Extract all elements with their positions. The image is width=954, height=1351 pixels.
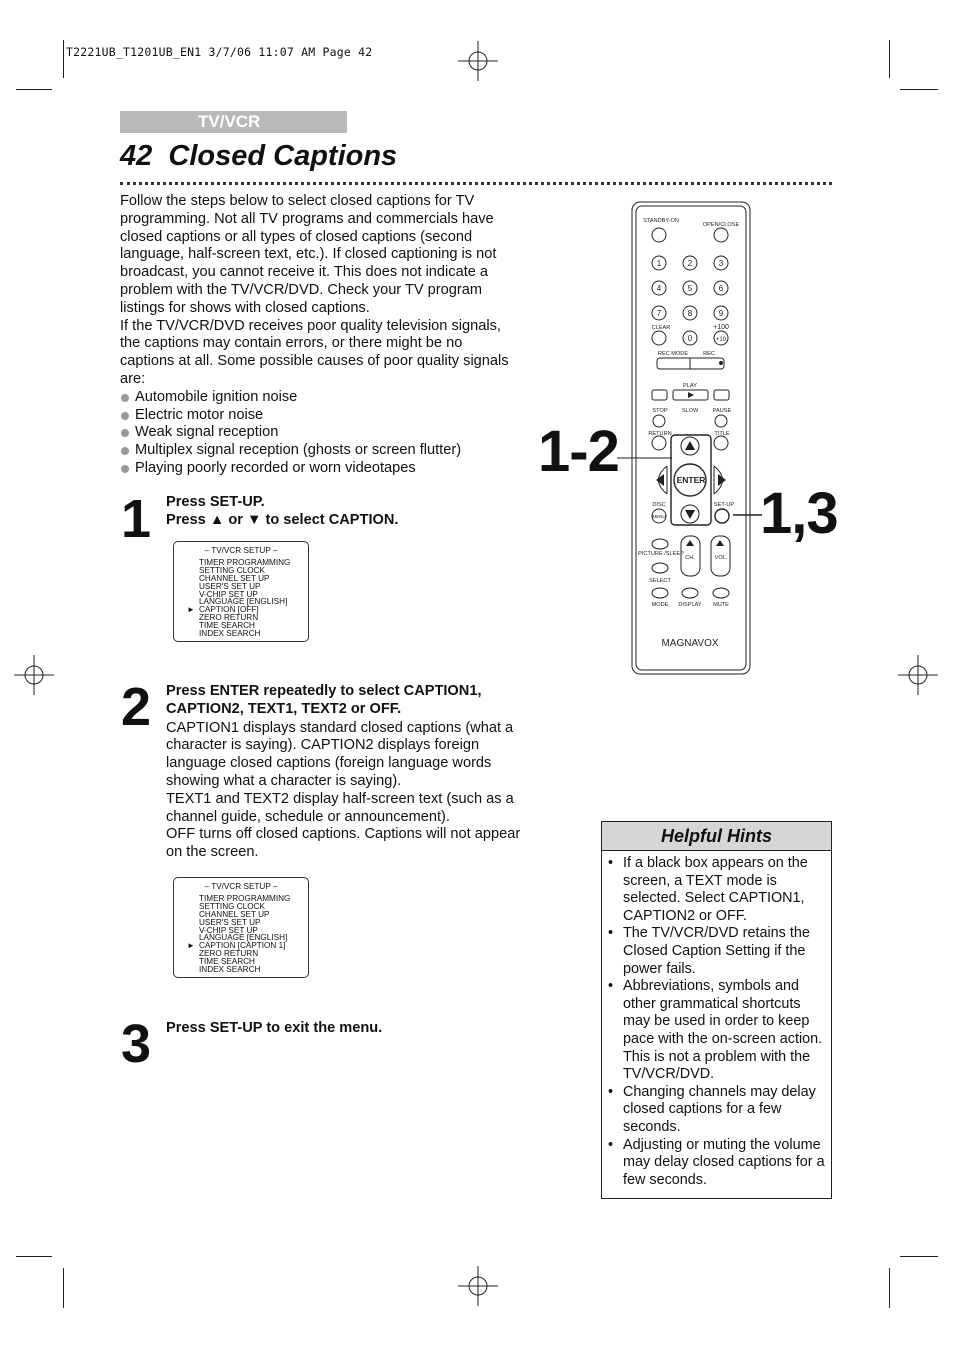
remote-label: RETURN: [648, 431, 672, 437]
page-number: 42: [120, 140, 153, 172]
mode-button: [652, 588, 668, 598]
setup-menu-screen: [173, 541, 309, 642]
step-number: 2: [121, 677, 152, 737]
registration-mark-icon: [14, 655, 54, 695]
step-number: 1: [121, 489, 152, 549]
remote-label: 7: [656, 309, 662, 318]
skip-forward-button: [714, 390, 729, 400]
ch-up-icon: [686, 540, 694, 546]
hint-item: • Changing channels may delay closed captions for a few seconds.: [623, 1084, 825, 1137]
step-instruction: [166, 494, 516, 530]
step-line: Press SET-UP.: [166, 494, 265, 510]
print-header: T2221UB_T1201UB_EN1 3/7/06 11:07 AM Page 42: [66, 45, 373, 59]
crop-mark: [16, 1256, 52, 1257]
remote-body-inner: [636, 206, 746, 670]
crop-mark: [16, 89, 52, 90]
menu-item: ZERO RETURN: [199, 613, 259, 623]
remote-label: 0: [687, 334, 693, 343]
step-paragraph: OFF turns off closed captions. Captions will not appear on the screen.: [166, 826, 521, 861]
pause-button: [715, 415, 727, 427]
up-arrow-icon: [685, 441, 695, 450]
skip-back-button: [652, 390, 667, 400]
power-button-icon: [652, 228, 666, 242]
menu-item: V-CHIP SET UP: [199, 589, 258, 599]
menu-item: V-CHIP SET UP: [199, 925, 258, 935]
page-title-text: Closed Captions: [168, 140, 398, 172]
menu-item: LANGUAGE [ENGLISH]: [199, 933, 288, 943]
list-item: Electric motor noise: [120, 407, 512, 425]
return-button: [652, 436, 666, 450]
remote-label: MENU: [652, 514, 666, 519]
remote-label: 3: [718, 259, 724, 268]
menu-item: LANGUAGE [ENGLISH]: [199, 597, 288, 607]
intro-paragraph: Follow the steps below to select closed captions for TV programming. Not all TV programs and commercials have closed captions or all types of closed captions (second language, half-screen text, etc.). If closed captioning is not broadcast, you cannot receive it. This does not indicate a problem with the TV/VCR/DVD. Check your TV program listings for shows with closed captions.: [120, 193, 497, 316]
list-item: Multiplex signal reception (ghosts or screen flutter): [120, 442, 512, 460]
step-paragraph: CAPTION1 displays standard closed captions (what a character is saying). CAPTION2 displays foreign language closed captions (foreign language words showing what a character is saying).: [166, 719, 514, 789]
clear-button: [652, 331, 666, 345]
intro-text: [120, 193, 512, 478]
menu-item: TIME SEARCH: [199, 621, 255, 631]
remote-label: TITLE: [714, 431, 730, 437]
left-arrow-icon: [656, 474, 664, 486]
remote-label: 1: [656, 259, 662, 268]
select-button: [652, 563, 668, 573]
menu-item: USER'S SET UP: [199, 581, 261, 591]
remote-label: 9: [718, 309, 724, 318]
display-button: [682, 588, 698, 598]
menu-item: ZERO RETURN: [199, 949, 259, 959]
menu-item-selected: ► CAPTION [OFF]: [199, 606, 308, 614]
list-item: Weak signal reception: [120, 424, 512, 442]
remote-label: 4: [656, 284, 662, 293]
remote-label: PICTURE /SLEEP: [638, 551, 684, 557]
menu-item: SETTING CLOCK: [199, 901, 265, 911]
remote-label: DISPLAY: [678, 602, 702, 608]
remote-label: SET-UP: [713, 502, 735, 508]
callout-label: 1-2: [538, 419, 619, 484]
crop-mark: [63, 1268, 64, 1308]
menu-item: INDEX SEARCH: [199, 965, 261, 975]
remote-label: VOL.: [714, 555, 728, 561]
page-title: [120, 140, 397, 173]
crop-mark: [63, 40, 64, 78]
remote-label: PAUSE: [712, 408, 732, 414]
play-icon: [688, 392, 694, 398]
eject-button-icon: [714, 228, 728, 242]
remote-label: REC: [703, 351, 715, 357]
step-line: Press ▲ or ▼ to select CAPTION.: [166, 511, 399, 528]
remote-label: 8: [687, 309, 693, 318]
remote-label: STANDBY-ON: [643, 218, 679, 224]
step-heading: Press ENTER repeatedly to select CAPTION1, CAPTION2, TEXT1, TEXT2 or OFF.: [166, 683, 482, 717]
menu-title: – TV/VCR SETUP –: [204, 546, 278, 555]
remote-label: MUTE: [713, 602, 729, 608]
mute-button: [713, 588, 729, 598]
crop-mark: [889, 1268, 890, 1308]
title-divider: [120, 182, 832, 185]
setup-button: [715, 509, 729, 523]
menu-item: TIMER PROGRAMMING: [199, 557, 291, 567]
registration-mark-icon: [898, 655, 938, 695]
callout-label: 1,3: [760, 481, 838, 546]
remote-label: CLEAR: [651, 325, 671, 331]
menu-item: TIME SEARCH: [199, 957, 255, 967]
menu-item: CHANNEL SET UP: [199, 573, 270, 583]
step-instruction: Press SET-UP to exit the menu.: [166, 1020, 383, 1036]
menu-item: USER'S SET UP: [199, 917, 261, 927]
crop-mark: [900, 1256, 938, 1257]
intro-paragraph: If the TV/VCR/DVD receives poor quality television signals, the captions may contain errors, or there might be no captions at all. Some possible causes of poor quality signals are:: [120, 317, 509, 387]
crop-mark: [900, 89, 938, 90]
down-arrow-icon: [685, 510, 695, 519]
remote-label: ENTER: [676, 475, 706, 485]
menu-item: SETTING CLOCK: [199, 565, 265, 575]
vol-up-icon: [716, 540, 724, 546]
hint-item: • The TV/VCR/DVD retains the Closed Caption Setting if the power fails.: [623, 925, 825, 978]
remote-label: MODE: [651, 602, 669, 608]
title-button: [714, 436, 728, 450]
hint-item: • If a black box appears on the screen, a TEXT mode is selected. Select CAPTION1, CAPTION2 or OFF.: [623, 855, 825, 925]
step-paragraph: TEXT1 and TEXT2 display half-screen text (such as a channel guide, schedule or announcement).: [166, 790, 514, 825]
helpful-hints-box: [601, 821, 832, 1199]
hints-title: Helpful Hints: [602, 822, 831, 851]
menu-item: INDEX SEARCH: [199, 629, 261, 639]
menu-item: CHANNEL SET UP: [199, 909, 270, 919]
remote-label: 2: [687, 259, 693, 268]
hint-item: • Abbreviations, symbols and other grammatical shortcuts may be used in order to keep pace with the on-screen action. This is not a problem with the TV/VCR/DVD.: [623, 978, 825, 1084]
remote-label: SELECT: [649, 578, 671, 584]
menu-title: – TV/VCR SETUP –: [204, 882, 278, 891]
menu-item-selected: ► CAPTION [CAPTION 1]: [199, 942, 308, 950]
stop-button: [653, 415, 665, 427]
remote-label: PLAY: [683, 383, 697, 389]
cause-list: [120, 389, 512, 478]
remote-label: +100: [713, 324, 729, 331]
remote-label: CH.: [685, 555, 695, 561]
list-item: Playing poorly recorded or worn videotapes: [120, 460, 512, 478]
remote-label: STOP: [652, 408, 668, 414]
step-number: 3: [121, 1014, 152, 1074]
step-instruction: [166, 683, 526, 862]
remote-label: DISC: [652, 502, 666, 508]
remote-label: REC MODE: [657, 351, 689, 357]
section-tab: TV/VCR: [120, 111, 347, 133]
remote-label: 5: [687, 284, 693, 293]
setup-menu-screen: [173, 877, 309, 978]
remote-label: 6: [718, 284, 724, 293]
remote-control-illustration: [612, 200, 772, 678]
brand-logo: MAGNAVOX: [661, 638, 719, 649]
remote-label: OPEN/CLOSE: [702, 222, 740, 228]
registration-mark-icon: [458, 41, 498, 81]
registration-mark-icon: [458, 1266, 498, 1306]
list-item: Automobile ignition noise: [120, 389, 512, 407]
picture-sleep-button: [652, 539, 668, 549]
remote-label: +10: [715, 337, 727, 343]
menu-item: TIMER PROGRAMMING: [199, 893, 291, 903]
crop-mark: [889, 40, 890, 78]
remote-label: SLOW: [681, 408, 699, 414]
hint-item: • Adjusting or muting the volume may delay closed captions for a few seconds.: [623, 1137, 825, 1190]
